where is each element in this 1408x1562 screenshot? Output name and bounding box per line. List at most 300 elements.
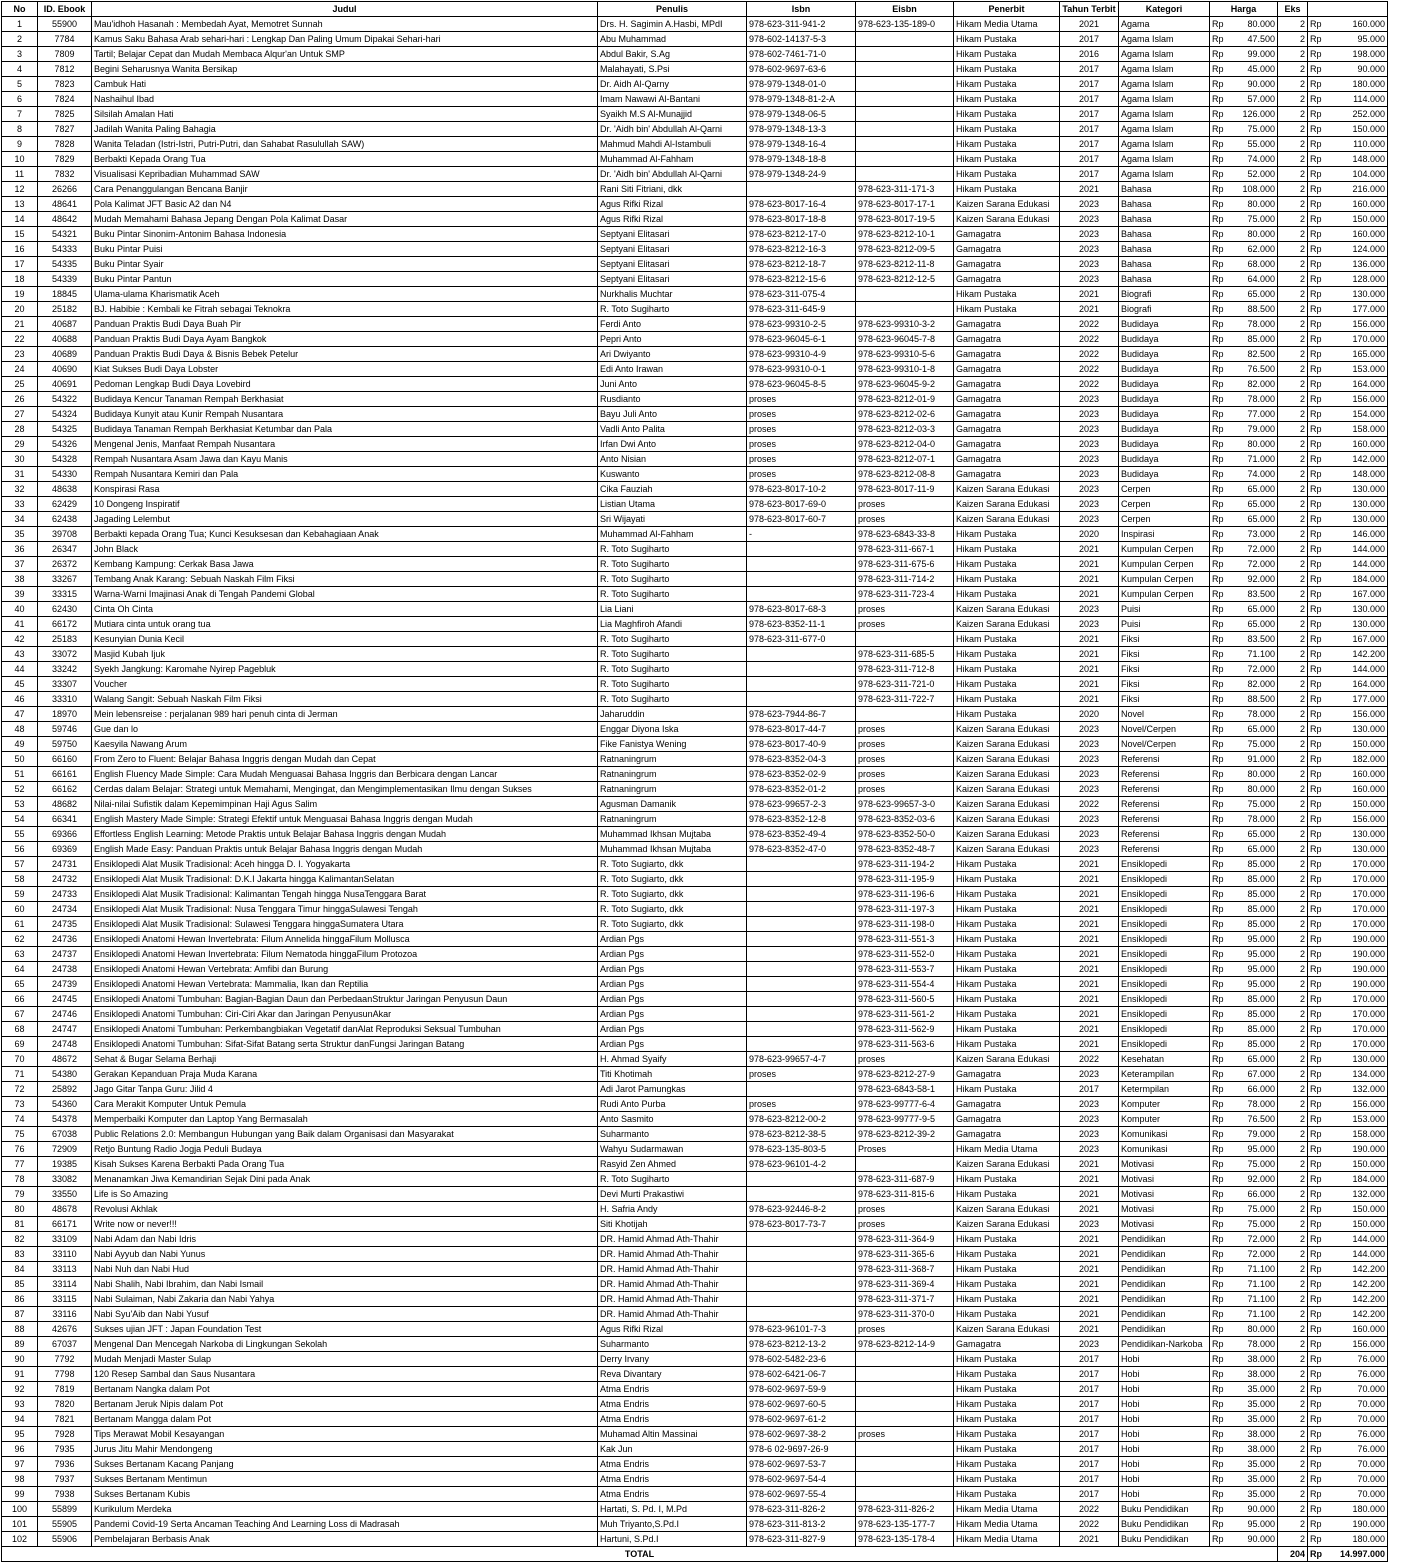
cell-penulis: Kuswanto — [598, 467, 747, 482]
cell-id-ebook: 42676 — [38, 1322, 92, 1337]
cell-eisbn: 978-623-99777-9-5 — [856, 1112, 954, 1127]
cell-jumlah — [1308, 827, 1388, 842]
cell-isbn — [747, 902, 856, 917]
currency-label: Rp — [1212, 1458, 1224, 1469]
cell-eks: 2 — [1278, 257, 1308, 272]
jumlah-value: 130.000 — [1352, 498, 1385, 509]
cell-isbn — [747, 587, 856, 602]
cell-harga — [1210, 302, 1278, 317]
cell-eks: 2 — [1278, 317, 1308, 332]
cell-penerbit: Hikam Pustaka — [954, 977, 1060, 992]
cell-penerbit: Gamagatra — [954, 392, 1060, 407]
jumlah-value: 156.000 — [1352, 708, 1385, 719]
cell-no: 48 — [2, 722, 38, 737]
table-row — [2, 17, 1388, 32]
cell-kategori: Pendidikan — [1119, 1262, 1210, 1277]
cell-id-ebook: 24737 — [38, 947, 92, 962]
cell-penerbit: Gamagatra — [954, 272, 1060, 287]
cell-penulis: Syaikh M.S Al-Munajjid — [598, 107, 747, 122]
cell-kategori: Fiksi — [1119, 662, 1210, 677]
cell-jumlah — [1308, 632, 1388, 647]
harga-value: 82.500 — [1247, 348, 1275, 359]
cell-isbn: proses — [747, 1097, 856, 1112]
currency-label: Rp — [1310, 708, 1322, 719]
table-row — [2, 362, 1388, 377]
table-row — [2, 1037, 1388, 1052]
cell-no: 20 — [2, 302, 38, 317]
cell-no: 76 — [2, 1142, 38, 1157]
cell-id-ebook: 66172 — [38, 617, 92, 632]
currency-label: Rp — [1212, 438, 1224, 449]
currency-label: Rp — [1212, 618, 1224, 629]
harga-value: 80.000 — [1247, 1323, 1275, 1334]
cell-eisbn: proses — [856, 1322, 954, 1337]
cell-harga — [1210, 707, 1278, 722]
cell-penulis: Suharmanto — [598, 1337, 747, 1352]
jumlah-value: 160.000 — [1352, 18, 1385, 29]
cell-jumlah — [1308, 602, 1388, 617]
cell-jumlah — [1308, 722, 1388, 737]
table-row — [2, 242, 1388, 257]
cell-isbn: 978-623-311-075-4 — [747, 287, 856, 302]
cell-eks: 2 — [1278, 1052, 1308, 1067]
cell-eisbn: 978-623-99310-1-8 — [856, 362, 954, 377]
cell-harga — [1210, 62, 1278, 77]
cell-isbn: 978-979-1348-01-0 — [747, 77, 856, 92]
cell-id-ebook: 7936 — [38, 1457, 92, 1472]
cell-penerbit: Hikam Pustaka — [954, 992, 1060, 1007]
cell-judul: Mudah Menjadi Master Sulap — [92, 1352, 598, 1367]
col-header-tahun-terbit: Tahun Terbit — [1060, 2, 1119, 17]
jumlah-value: 184.000 — [1352, 1173, 1385, 1184]
currency-label: Rp — [1212, 1218, 1224, 1229]
cell-harga — [1210, 482, 1278, 497]
cell-judul: Ensiklopedi Alat Musik Tradisional: Aceh hingga D. I. Yogyakarta — [92, 857, 598, 872]
harga-value: 79.000 — [1247, 423, 1275, 434]
table-row — [2, 572, 1388, 587]
cell-penulis: R. Toto Sugiharto — [598, 692, 747, 707]
table-row — [2, 1457, 1388, 1472]
cell-id-ebook: 24748 — [38, 1037, 92, 1052]
cell-tahun-terbit: 2023 — [1060, 1097, 1119, 1112]
cell-eisbn: 978-623-8017-17-1 — [856, 197, 954, 212]
cell-id-ebook: 54330 — [38, 467, 92, 482]
cell-penerbit: Gamagatra — [954, 257, 1060, 272]
cell-kategori: Buku Pendidikan — [1119, 1502, 1210, 1517]
cell-tahun-terbit: 2021 — [1060, 287, 1119, 302]
cell-isbn — [747, 662, 856, 677]
cell-harga — [1210, 1262, 1278, 1277]
cell-kategori: Komputer — [1119, 1097, 1210, 1112]
cell-judul: Ensiklopedi Alat Musik Tradisional: Nusa Tenggara Timur hinggaSulawesi Tengah — [92, 902, 598, 917]
jumlah-value: 170.000 — [1352, 1008, 1385, 1019]
cell-penerbit: Gamagatra — [954, 1127, 1060, 1142]
cell-kategori: Agama Islam — [1119, 152, 1210, 167]
jumlah-value: 130.000 — [1352, 828, 1385, 839]
cell-no: 75 — [2, 1127, 38, 1142]
cell-isbn: 978-623-7944-86-7 — [747, 707, 856, 722]
cell-jumlah — [1308, 1382, 1388, 1397]
cell-judul: Sehat & Bugar Selama Berhaji — [92, 1052, 598, 1067]
currency-label: Rp — [1310, 1473, 1322, 1484]
harga-value: 47.500 — [1247, 33, 1275, 44]
cell-penerbit: Hikam Media Utama — [954, 17, 1060, 32]
cell-tahun-terbit: 2023 — [1060, 482, 1119, 497]
cell-jumlah — [1308, 182, 1388, 197]
cell-isbn: 978-602-9697-59-9 — [747, 1382, 856, 1397]
cell-eks: 2 — [1278, 1037, 1308, 1052]
cell-eks: 2 — [1278, 842, 1308, 857]
cell-eks: 2 — [1278, 1097, 1308, 1112]
cell-penerbit: Hikam Pustaka — [954, 92, 1060, 107]
currency-label: Rp — [1212, 1128, 1224, 1139]
cell-no: 70 — [2, 1052, 38, 1067]
jumlah-value: 144.000 — [1352, 558, 1385, 569]
table-row — [2, 887, 1388, 902]
harga-value: 75.000 — [1247, 798, 1275, 809]
cell-kategori: Motivasi — [1119, 1172, 1210, 1187]
harga-value: 95.000 — [1247, 978, 1275, 989]
currency-label: Rp — [1310, 1308, 1322, 1319]
cell-eisbn — [856, 1352, 954, 1367]
cell-tahun-terbit: 2023 — [1060, 1112, 1119, 1127]
currency-label: Rp — [1310, 213, 1322, 224]
harga-value: 71.000 — [1247, 453, 1275, 464]
cell-jumlah — [1308, 857, 1388, 872]
cell-eisbn — [856, 47, 954, 62]
cell-judul: Rempah Nusantara Asam Jawa dan Kayu Manis — [92, 452, 598, 467]
cell-no: 91 — [2, 1367, 38, 1382]
cell-penulis: R. Toto Sugiharto — [598, 662, 747, 677]
cell-isbn — [747, 1247, 856, 1262]
cell-isbn: 978-623-8017-40-9 — [747, 737, 856, 752]
cell-jumlah — [1308, 1172, 1388, 1187]
harga-value: 68.000 — [1247, 258, 1275, 269]
harga-value: 88.500 — [1247, 693, 1275, 704]
cell-eisbn — [856, 1457, 954, 1472]
table-row — [2, 437, 1388, 452]
cell-eks: 2 — [1278, 1202, 1308, 1217]
cell-penerbit: Gamagatra — [954, 407, 1060, 422]
cell-no: 18 — [2, 272, 38, 287]
jumlah-value: 170.000 — [1352, 873, 1385, 884]
cell-eks: 2 — [1278, 1382, 1308, 1397]
cell-judul: Ensiklopedi Anatomi Tumbuhan: Ciri-Ciri Akar dan Jaringan PenyusunAkar — [92, 1007, 598, 1022]
cell-tahun-terbit: 2023 — [1060, 212, 1119, 227]
cell-judul: Ulama-ulama Kharismatik Aceh — [92, 287, 598, 302]
cell-judul: Retjo Buntung Radio Jogja Peduli Budaya — [92, 1142, 598, 1157]
table-row — [2, 1112, 1388, 1127]
cell-judul: Mengenal Dan Mencegah Narkoba di Lingkungan Sekolah — [92, 1337, 598, 1352]
cell-no: 1 — [2, 17, 38, 32]
jumlah-value: 184.000 — [1352, 573, 1385, 584]
cell-jumlah — [1308, 302, 1388, 317]
cell-eisbn: proses — [856, 752, 954, 767]
currency-label: Rp — [1310, 843, 1322, 854]
cell-jumlah — [1308, 257, 1388, 272]
cell-eisbn: 978-623-311-553-7 — [856, 962, 954, 977]
cell-eks: 2 — [1278, 1232, 1308, 1247]
cell-eks: 2 — [1278, 737, 1308, 752]
harga-value: 71.100 — [1247, 1293, 1275, 1304]
cell-harga — [1210, 1307, 1278, 1322]
cell-no: 101 — [2, 1517, 38, 1532]
cell-jumlah — [1308, 962, 1388, 977]
cell-kategori: Biografi — [1119, 287, 1210, 302]
cell-id-ebook: 48638 — [38, 482, 92, 497]
cell-jumlah — [1308, 1292, 1388, 1307]
cell-eisbn: 978-623-311-194-2 — [856, 857, 954, 872]
cell-kategori: Cerpen — [1119, 497, 1210, 512]
table-row — [2, 512, 1388, 527]
cell-id-ebook: 33116 — [38, 1307, 92, 1322]
cell-jumlah — [1308, 227, 1388, 242]
cell-judul: Buku Pintar Syair — [92, 257, 598, 272]
cell-isbn: 978-979-1348-16-4 — [747, 137, 856, 152]
cell-id-ebook: 54326 — [38, 437, 92, 452]
cell-penulis: Siti Khotijah — [598, 1217, 747, 1232]
cell-penerbit: Gamagatra — [954, 377, 1060, 392]
cell-eks: 2 — [1278, 242, 1308, 257]
currency-label: Rp — [1212, 633, 1224, 644]
cell-judul: Sukses Bertanam Kacang Panjang — [92, 1457, 598, 1472]
currency-label: Rp — [1310, 1158, 1322, 1169]
currency-label: Rp — [1310, 888, 1322, 899]
cell-no: 24 — [2, 362, 38, 377]
cell-penulis: R. Toto Sugiharto — [598, 647, 747, 662]
cell-kategori: Pendidikan — [1119, 1307, 1210, 1322]
cell-harga — [1210, 737, 1278, 752]
cell-eks: 2 — [1278, 662, 1308, 677]
cell-penulis: Pepri Anto — [598, 332, 747, 347]
cell-no: 19 — [2, 287, 38, 302]
cell-penulis: Bayu Juli Anto — [598, 407, 747, 422]
cell-no: 41 — [2, 617, 38, 632]
cell-penerbit: Hikam Pustaka — [954, 1487, 1060, 1502]
harga-value: 35.000 — [1247, 1398, 1275, 1409]
table-row — [2, 1412, 1388, 1427]
harga-value: 74.000 — [1247, 153, 1275, 164]
harga-value: 38.000 — [1247, 1443, 1275, 1454]
currency-label: Rp — [1310, 918, 1322, 929]
cell-eks: 2 — [1278, 122, 1308, 137]
cell-isbn — [747, 1037, 856, 1052]
cell-judul: Konspirasi Rasa — [92, 482, 598, 497]
cell-eks: 2 — [1278, 1397, 1308, 1412]
cell-eisbn — [856, 92, 954, 107]
cell-judul: Panduan Praktis Budi Daya Buah Pir — [92, 317, 598, 332]
cell-no: 97 — [2, 1457, 38, 1472]
jumlah-value: 170.000 — [1352, 993, 1385, 1004]
jumlah-value: 144.000 — [1352, 663, 1385, 674]
cell-penerbit: Hikam Pustaka — [954, 857, 1060, 872]
cell-penulis: Drs. H. Sagimin A.Hasbi, MPdI — [598, 17, 747, 32]
cell-tahun-terbit: 2017 — [1060, 1472, 1119, 1487]
harga-value: 72.000 — [1247, 663, 1275, 674]
cell-id-ebook: 40688 — [38, 332, 92, 347]
cell-no: 80 — [2, 1202, 38, 1217]
harga-value: 85.000 — [1247, 918, 1275, 929]
jumlah-value: 190.000 — [1352, 1518, 1385, 1529]
harga-value: 76.500 — [1247, 363, 1275, 374]
jumlah-value: 144.000 — [1352, 543, 1385, 554]
cell-penerbit: Gamagatra — [954, 362, 1060, 377]
cell-penulis: Dr. 'Aidh bin' Abdullah Al-Qarni — [598, 167, 747, 182]
cell-judul: Jurus Jitu Mahir Mendongeng — [92, 1442, 598, 1457]
cell-tahun-terbit: 2021 — [1060, 902, 1119, 917]
cell-jumlah — [1308, 692, 1388, 707]
cell-kategori: Puisi — [1119, 602, 1210, 617]
cell-jumlah — [1308, 917, 1388, 932]
cell-no: 11 — [2, 167, 38, 182]
currency-label: Rp — [1212, 258, 1224, 269]
currency-label: Rp — [1310, 513, 1322, 524]
cell-jumlah — [1308, 1502, 1388, 1517]
cell-judul: Kurikulum Merdeka — [92, 1502, 598, 1517]
table-row — [2, 737, 1388, 752]
currency-label: Rp — [1310, 1338, 1322, 1349]
cell-id-ebook: 25892 — [38, 1082, 92, 1097]
jumlah-value: 110.000 — [1353, 138, 1385, 149]
cell-harga — [1210, 1187, 1278, 1202]
cell-kategori: Hobi — [1119, 1382, 1210, 1397]
cell-eks: 2 — [1278, 1142, 1308, 1157]
jumlah-value: 170.000 — [1352, 888, 1385, 899]
cell-jumlah — [1308, 557, 1388, 572]
currency-label: Rp — [1212, 48, 1224, 59]
cell-tahun-terbit: 2021 — [1060, 1247, 1119, 1262]
currency-label: Rp — [1310, 1428, 1322, 1439]
cell-penerbit: Hikam Pustaka — [954, 107, 1060, 122]
harga-value: 77.000 — [1247, 408, 1275, 419]
cell-harga — [1210, 1112, 1278, 1127]
cell-kategori: Agama Islam — [1119, 107, 1210, 122]
cell-penulis: Wahyu Sudarmawan — [598, 1142, 747, 1157]
cell-eks: 2 — [1278, 47, 1308, 62]
table-row — [2, 1052, 1388, 1067]
currency-label: Rp — [1212, 1278, 1224, 1289]
cell-no: 77 — [2, 1157, 38, 1172]
cell-id-ebook: 26372 — [38, 557, 92, 572]
cell-no: 14 — [2, 212, 38, 227]
cell-isbn: 978-623-8212-18-7 — [747, 257, 856, 272]
cell-judul: Memperbaiki Komputer dan Laptop Yang Bermasalah — [92, 1112, 598, 1127]
cell-penerbit: Hikam Pustaka — [954, 1007, 1060, 1022]
cell-id-ebook: 26347 — [38, 542, 92, 557]
cell-kategori: Agama Islam — [1119, 62, 1210, 77]
currency-label: Rp — [1212, 858, 1224, 869]
cell-penulis: Rudi Anto Purba — [598, 1097, 747, 1112]
cell-no: 22 — [2, 332, 38, 347]
jumlah-value: 164.000 — [1352, 378, 1385, 389]
currency-label: Rp — [1310, 978, 1322, 989]
cell-penulis: Muhammad Ikhsan Mujtaba — [598, 827, 747, 842]
cell-id-ebook: 67037 — [38, 1337, 92, 1352]
cell-eisbn: 978-623-311-667-1 — [856, 542, 954, 557]
cell-harga — [1210, 242, 1278, 257]
cell-kategori: Novel/Cerpen — [1119, 722, 1210, 737]
cell-kategori: Ensiklopedi — [1119, 917, 1210, 932]
jumlah-value: 70.000 — [1357, 1473, 1385, 1484]
jumlah-value: 165.000 — [1352, 348, 1385, 359]
cell-kategori: Ensiklopedi — [1119, 902, 1210, 917]
cell-no: 74 — [2, 1112, 38, 1127]
cell-id-ebook: 55899 — [38, 1502, 92, 1517]
cell-no: 63 — [2, 947, 38, 962]
cell-judul: Pola Kalimat JFT Basic A2 dan N4 — [92, 197, 598, 212]
cell-tahun-terbit: 2021 — [1060, 887, 1119, 902]
cell-no: 4 — [2, 62, 38, 77]
currency-label: Rp — [1212, 243, 1224, 254]
cell-eks: 2 — [1278, 1427, 1308, 1442]
cell-jumlah — [1308, 1112, 1388, 1127]
cell-eisbn: Proses — [856, 1142, 954, 1157]
cell-id-ebook: 24733 — [38, 887, 92, 902]
cell-penerbit: Hikam Pustaka — [954, 872, 1060, 887]
cell-penerbit: Hikam Pustaka — [954, 1412, 1060, 1427]
cell-tahun-terbit: 2023 — [1060, 422, 1119, 437]
cell-harga — [1210, 47, 1278, 62]
cell-eisbn: 978-623-8212-07-1 — [856, 452, 954, 467]
cell-eisbn: 978-623-311-685-5 — [856, 647, 954, 662]
cell-eks: 2 — [1278, 722, 1308, 737]
cell-jumlah — [1308, 1277, 1388, 1292]
cell-eks: 2 — [1278, 422, 1308, 437]
cell-id-ebook: 48682 — [38, 797, 92, 812]
cell-no: 55 — [2, 827, 38, 842]
cell-harga — [1210, 212, 1278, 227]
cell-kategori: Agama Islam — [1119, 137, 1210, 152]
cell-penerbit: Hikam Pustaka — [954, 962, 1060, 977]
cell-isbn: 978-623-8017-69-0 — [747, 497, 856, 512]
currency-label: Rp — [1212, 1383, 1224, 1394]
cell-tahun-terbit: 2023 — [1060, 1067, 1119, 1082]
cell-id-ebook: 7821 — [38, 1412, 92, 1427]
cell-eisbn: 978-623-96045-7-8 — [856, 332, 954, 347]
cell-tahun-terbit: 2023 — [1060, 617, 1119, 632]
currency-label: Rp — [1310, 1068, 1322, 1079]
cell-eks: 2 — [1278, 32, 1308, 47]
cell-jumlah — [1308, 782, 1388, 797]
cell-eisbn: 978-623-311-198-0 — [856, 917, 954, 932]
cell-penulis: R. Toto Sugiharto — [598, 542, 747, 557]
cell-eks: 2 — [1278, 452, 1308, 467]
cell-no: 73 — [2, 1097, 38, 1112]
currency-label: Rp — [1310, 408, 1322, 419]
cell-penulis: Abdul Bakir, S.Ag — [598, 47, 747, 62]
cell-isbn: proses — [747, 1067, 856, 1082]
cell-jumlah — [1308, 1367, 1388, 1382]
currency-label: Rp — [1212, 78, 1224, 89]
cell-eks: 2 — [1278, 77, 1308, 92]
cell-eks: 2 — [1278, 992, 1308, 1007]
cell-judul: Pembelajaran Berbasis Anak — [92, 1532, 598, 1547]
jumlah-value: 144.000 — [1352, 1233, 1385, 1244]
cell-no: 2 — [2, 32, 38, 47]
currency-label: Rp — [1212, 1233, 1224, 1244]
cell-jumlah — [1308, 947, 1388, 962]
cell-penulis: Kak Jun — [598, 1442, 747, 1457]
cell-harga — [1210, 1487, 1278, 1502]
currency-label: Rp — [1310, 693, 1322, 704]
cell-penerbit: Gamagatra — [954, 242, 1060, 257]
cell-jumlah — [1308, 1067, 1388, 1082]
currency-label: Rp — [1212, 273, 1224, 284]
cell-penerbit: Kaizen Sarana Edukasi — [954, 602, 1060, 617]
cell-eisbn: 978-623-135-177-7 — [856, 1517, 954, 1532]
harga-value: 65.000 — [1247, 603, 1275, 614]
cell-harga — [1210, 542, 1278, 557]
